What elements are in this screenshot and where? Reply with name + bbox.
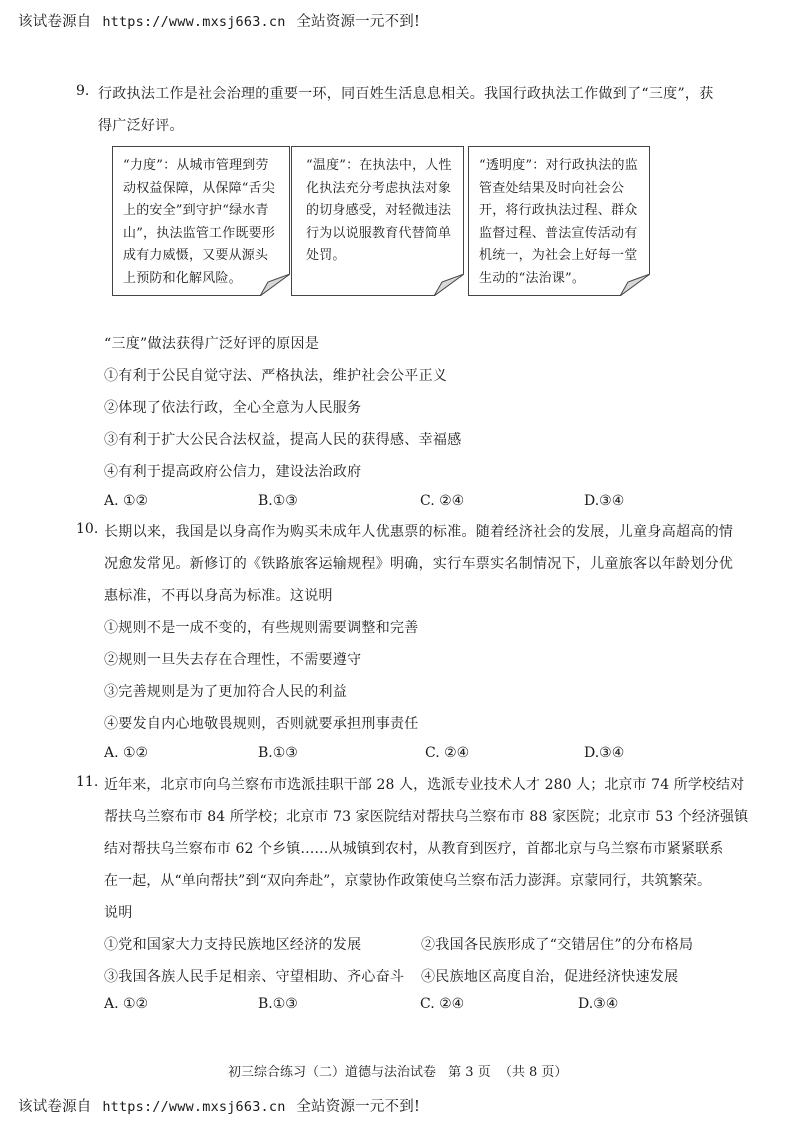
statement-item: ②规则一旦失去存在合理性，不需要遵守 — [104, 652, 362, 668]
footer-title: 初三综合练习（二）道德与法治试卷 — [228, 1065, 437, 1080]
statement-item: ③完善规则是为了更加符合人民的利益 — [104, 684, 348, 700]
footer-total: （共 8 页） — [498, 1065, 568, 1080]
question-stem-line: 况愈发常见。新修订的《铁路旅客运输规程》明确，实行车票实名制情况下，儿童旅客以年龄划分优 — [104, 556, 734, 572]
page-footer — [228, 1061, 567, 1080]
option-a[interactable]: A. ①② — [104, 493, 149, 509]
question-stem-line: 帮扶乌兰察布市 84 所学校；北京市 73 家医院结对帮扶乌兰察布市 88 家医院；北京市 53 个经济强镇 — [104, 809, 749, 825]
option-c[interactable]: C. ②④ — [420, 996, 465, 1012]
info-card-transparency — [468, 146, 650, 296]
info-card-warmth — [291, 146, 464, 296]
question-stem-line: 结对帮扶乌兰察布市 62 个乡镇……从城镇到农村，从教育到医疗，首都北京与乌兰察布市紧紧联系 — [104, 841, 724, 857]
statement-item: ④要发自内心地敬畏规则，否则就要承担刑事责任 — [104, 716, 419, 732]
card-text: “力度”：从城市管理到劳动权益保障，从保障“舌尖上的安全”到守护“绿水青山”，执法监管工作既要形成有力威慑，又要从源头上预防和化解风险。 — [123, 158, 276, 286]
statement-item: ④有利于提高政府公信力，建设法治政府 — [104, 464, 362, 480]
banner-url[interactable]: https://www.mxsj663.cn — [102, 14, 286, 30]
statement-item: ①党和国家大力支持民族地区经济的发展 — [104, 937, 362, 953]
question-prompt: “三度”做法获得广泛好评的原因是 — [104, 336, 320, 352]
option-d[interactable]: D.③④ — [584, 745, 625, 761]
statement-item: ③我国各族人民手足相亲、守望相助、齐心奋斗 — [104, 969, 405, 985]
banner-url[interactable]: https://www.mxsj663.cn — [102, 1099, 286, 1115]
statement-item: ②体现了依法行政，全心全意为人民服务 — [104, 400, 362, 416]
banner-prefix: 该试卷源自 — [18, 1099, 92, 1115]
page-curl-icon — [260, 274, 290, 296]
top-banner — [18, 10, 420, 31]
statement-item: ④民族地区高度自治，促进经济快速发展 — [421, 969, 679, 985]
option-b[interactable]: B.①③ — [258, 493, 298, 509]
footer-page: 第 3 页 — [448, 1065, 491, 1080]
option-c[interactable]: C. ②④ — [425, 745, 470, 761]
question-stem-line: 在一起，从“单向帮扶”到“双向奔赴”，京蒙协作政策使乌兰察布活力澎湃。京蒙同行，共筑繁荣。 — [104, 873, 712, 889]
card-text: “温度”：在执法中，人性化执法充分考虑执法对象的切身感受，对轻微违法行为以说服教育代替简单处罚。 — [306, 158, 452, 263]
info-card-force — [112, 146, 290, 296]
option-a[interactable]: A. ①② — [104, 745, 149, 761]
bottom-banner — [18, 1095, 420, 1116]
option-d[interactable]: D.③④ — [578, 996, 619, 1012]
option-b[interactable]: B.①③ — [258, 745, 298, 761]
question-number: 11. — [76, 774, 99, 790]
page-curl-icon — [620, 274, 650, 296]
question-number: 9. — [76, 83, 90, 99]
question-number: 10. — [76, 521, 99, 537]
question-stem-line: 惠标准，不再以身高为标准。这说明 — [104, 588, 333, 604]
page-curl-icon — [434, 274, 464, 296]
statement-item: ②我国各民族形成了“交错居住”的分布格局 — [421, 937, 694, 953]
banner-suffix: 全站资源一元不到! — [296, 14, 420, 30]
option-c[interactable]: C. ②④ — [420, 493, 465, 509]
statement-item: ③有利于扩大公民合法权益，提高人民的获得感、幸福感 — [104, 432, 462, 448]
banner-prefix: 该试卷源自 — [18, 14, 92, 30]
question-stem-line: 得广泛好评。 — [98, 118, 184, 134]
question-stem-line: 长期以来，我国是以身高作为购买未成年人优惠票的标准。随着经济社会的发展，儿童身高超高的情 — [104, 524, 734, 540]
question-stem-line: 行政执法工作是社会治理的重要一环，同百姓生活息息相关。我国行政执法工作做到了“三度”，获 — [98, 86, 714, 102]
card-text: “透明度”：对行政执法的监管查处结果及时向社会公开，将行政执法过程、群众监督过程、普法宣传活动有机统一，为社会上好每一堂生动的“法治课”。 — [479, 158, 638, 286]
question-stem-line: 说明 — [104, 905, 133, 921]
option-a[interactable]: A. ①② — [104, 996, 149, 1012]
statement-item: ①有利于公民自觉守法、严格执法，维护社会公平正义 — [104, 368, 448, 384]
statement-item: ①规则不是一成不变的，有些规则需要调整和完善 — [104, 620, 419, 636]
banner-suffix: 全站资源一元不到! — [296, 1099, 420, 1115]
option-b[interactable]: B.①③ — [258, 996, 298, 1012]
option-d[interactable]: D.③④ — [584, 493, 625, 509]
question-stem-line: 近年来，北京市向乌兰察布市选派挂职干部 28 人，选派专业技术人才 280 人；北京市 74 所学校结对 — [104, 777, 745, 793]
